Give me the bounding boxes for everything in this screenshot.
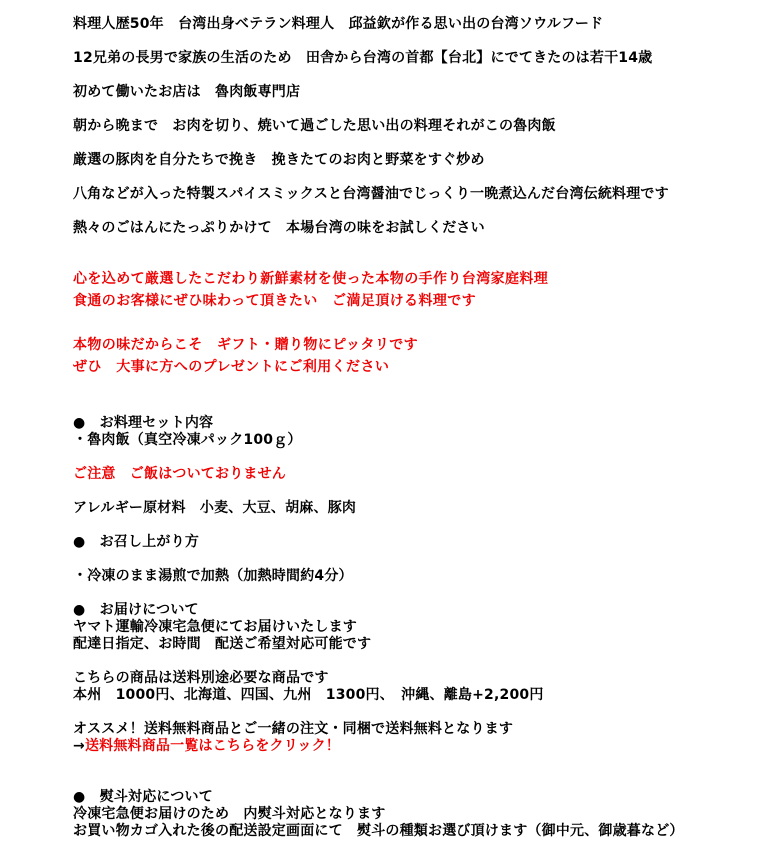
intro-line-5: 厳選の豚肉を自分たちで挽き 挽きたてのお肉と野菜をすぐ炒め	[73, 152, 485, 168]
intro-line-4: 朝から晩まで お肉を切り、焼いて過ごした思い出の料理それがこの魯肉飯	[73, 118, 556, 134]
noshi-heading: ● 熨斗対応について	[73, 789, 213, 805]
highlight-line-4: ぜひ 大事に方へのプレゼントにご利用ください	[73, 359, 390, 375]
noshi-line-2: お買い物カゴ入れた後の配送設定画面にて 熨斗の種類お選び頂けます（御中元、御歳暮など）	[73, 823, 684, 839]
rice-notice: ご注意 ご飯はついておりません	[73, 466, 286, 482]
free-shipping-link[interactable]	[73, 737, 340, 755]
delivery-heading: ● お届けについて	[73, 602, 199, 618]
free-shipping-link-text[interactable]: 送料無料商品一覧はこちらをクリック！	[84, 738, 340, 754]
highlight-line-3: 本物の味だからこそ ギフト・贈り物にピッタリです	[73, 337, 419, 353]
set-contents-item: ・魯肉飯（真空冷凍パック100ｇ）	[73, 432, 302, 448]
free-shipping-recommend: オススメ！送料無料商品とご一緒の注文・同梱で送料無料となります	[73, 721, 514, 737]
intro-line-1: 料理人歴50年 台湾出身ベテラン料理人 邱益欽が作る思い出の台湾ソウルフード	[73, 16, 604, 32]
allergens: アレルギー原材料 小麦、大豆、胡麻、豚肉	[73, 500, 357, 516]
delivery-line-2: 配達日指定、お時間 配送ご希望対応可能です	[73, 636, 372, 652]
intro-line-2: 12兄弟の長男で家族の生活のため 田舎から台湾の首都【台北】にでてきたのは若干14歳	[73, 50, 653, 66]
highlight-line-2: 食通のお客様にぜひ味わって頂きたい ご満足頂ける料理です	[73, 293, 477, 309]
how-to-eat-item: ・冷凍のまま湯煎で加熱（加熱時間約4分）	[73, 568, 353, 584]
intro-line-6: 八角などが入った特製スパイスミックスと台湾醤油でじっくり一晩煮込んだ台湾伝統料理です	[73, 186, 669, 202]
set-contents-heading: ● お料理セット内容	[73, 415, 214, 431]
intro-line-7: 熱々のごはんにたっぷりかけて 本場台湾の味をお試しください	[73, 220, 485, 236]
shipping-note: こちらの商品は送料別途必要な商品です	[73, 670, 329, 686]
delivery-line-1: ヤマト運輸冷凍宅急便にてお届けいたします	[73, 619, 357, 635]
highlight-line-1: 心を込めて厳選したこだわり新鮮素材を使った本物の手作り台湾家庭料理	[73, 271, 549, 287]
how-to-eat-heading: ● お召し上がり方	[73, 534, 200, 550]
arrow-icon: →	[73, 738, 85, 754]
shipping-rates: 本州 1000円、北海道、四国、九州 1300円、 沖縄、離島+2,200円	[73, 687, 544, 703]
noshi-line-1: 冷凍宅急便お届けのため 内熨斗対応となります	[73, 806, 386, 822]
intro-line-3: 初めて働いたお店は 魯肉飯専門店	[73, 84, 301, 100]
